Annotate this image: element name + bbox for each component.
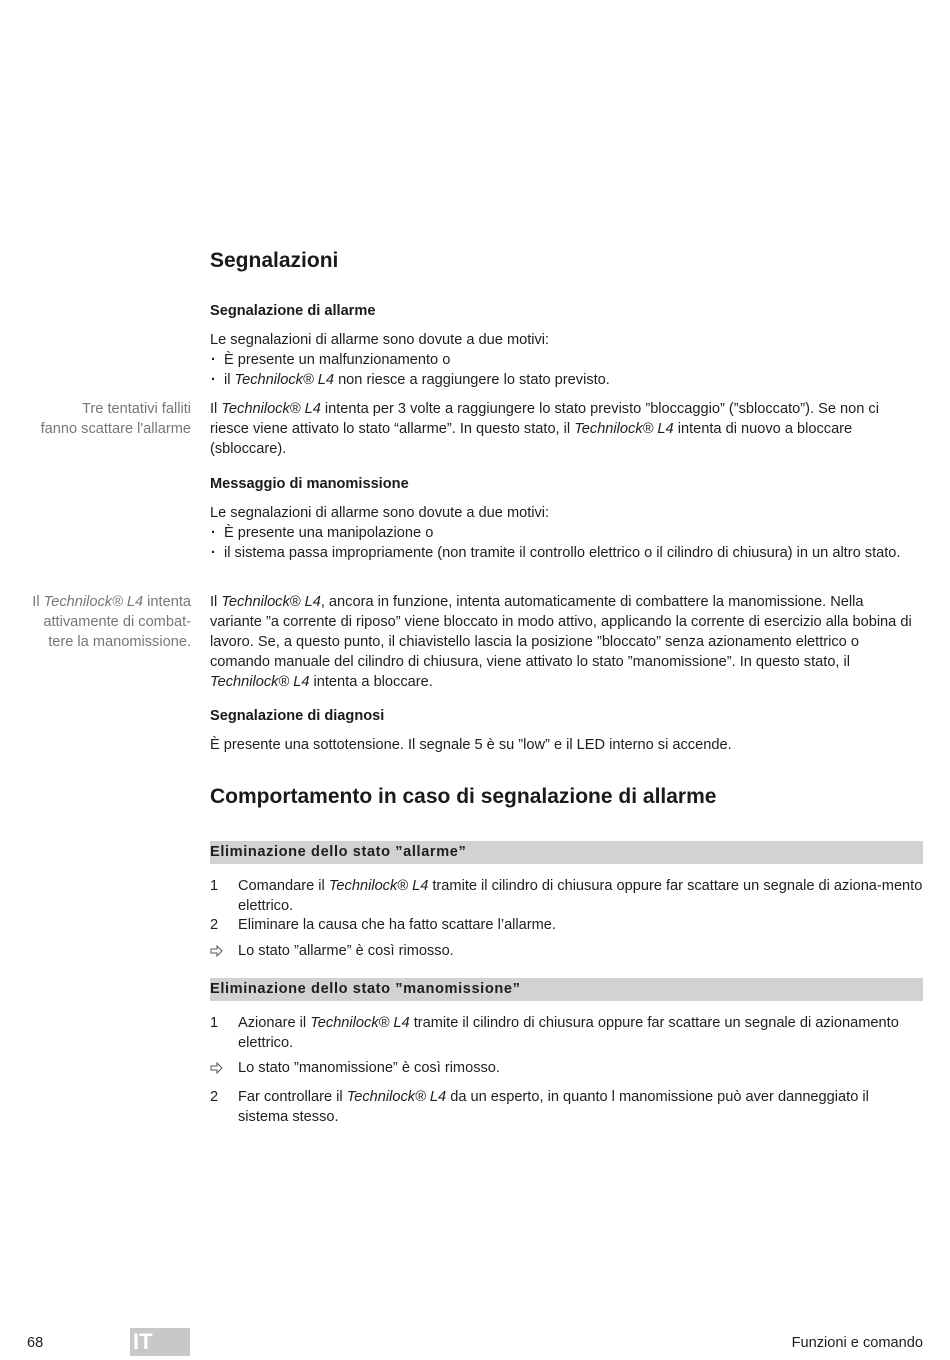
alarm-bullet-2: · il Technilock® L4 non riesce a raggiungere lo stato previsto. — [210, 370, 910, 390]
margin-note-alarm: Tre tentativi falliti fanno scattare l'allarme — [40, 401, 191, 437]
tamper-paragraph: Il Technilock® L4, ancora in funzione, intenta automaticamente di combattere la manomissione. Nella variante ”a corrente di riposo” viene bloccato in modo attivo, applicando la corrente di esercizio alla bobina di lavoro. Se, a questo punto, il chiavistello lascia la posizione ”bloccato” senza azionamento elettrico o comando manuale del cilindro di chiusura, viene attivato lo stato ”manomissione”. In questo stato, il Technilock® L4 intenta a bloccare. — [210, 594, 912, 690]
heading-diagnosis: Segnalazione di diagnosi — [210, 708, 385, 724]
block1-step-2 — [210, 915, 923, 935]
step-number: 1 — [210, 1015, 219, 1031]
block1-result — [210, 941, 923, 961]
step-text: Comandare il Technilock® L4 tramite il cilindro di chiusura oppure far scattare un segnale di aziona-mento elettrico. — [238, 878, 923, 914]
section-title-behaviour: Comportamento in caso di segnalazione di allarme — [210, 785, 717, 808]
result-text: Lo stato ”allarme” è così rimosso. — [238, 943, 454, 959]
language-badge: IT — [130, 1328, 190, 1356]
tamper-intro-block — [210, 503, 915, 563]
tamper-bullet-1: · È presente una manipolazione o — [210, 523, 915, 543]
result-text: Lo stato ”manomissione” è così rimosso. — [238, 1060, 500, 1076]
brand-name: Technilock® L4 — [234, 372, 335, 388]
step-text: Eliminare la causa che ha fatto scattare l’allarme. — [238, 917, 556, 933]
alarm-bullet-list — [210, 350, 910, 390]
step-number: 1 — [210, 878, 219, 894]
tamper-bullet-list — [210, 523, 915, 563]
alarm-intro-block — [210, 330, 910, 390]
heading-alarm: Segnalazione di allarme — [210, 303, 376, 319]
bar-eliminate-alarm: Eliminazione dello stato ”allarme” — [210, 841, 923, 864]
tamper-intro: Le segnalazioni di allarme sono dovute a due motivi: — [210, 505, 550, 521]
page-number: 68 — [27, 1335, 44, 1351]
bar-eliminate-tamper: Eliminazione dello stato ”manomissione” — [210, 978, 923, 1001]
step-text: Far controllare il Technilock® L4 da un esperto, in quanto l manomissione può aver danneggiato il sistema stesso. — [238, 1089, 869, 1125]
diagnosis-text: È presente una sottotensione. Il segnale 5 è su ”low” e il LED interno si accende. — [210, 737, 732, 753]
heading-tamper: Messaggio di manomissione — [210, 476, 409, 492]
arrow-right-outline-icon — [210, 1058, 223, 1079]
block2-result — [210, 1058, 923, 1078]
section-title-segnalazioni: Segnalazioni — [210, 249, 339, 272]
arrow-right-outline-icon — [210, 941, 223, 962]
step-number: 2 — [210, 1089, 219, 1105]
step-text: Azionare il Technilock® L4 tramite il cilindro di chiusura oppure far scattare un segnale di azionamento elettrico. — [238, 1015, 899, 1051]
block2-step-1 — [210, 1013, 923, 1053]
alarm-intro: Le segnalazioni di allarme sono dovute a due motivi: — [210, 332, 550, 348]
tamper-bullet-2: · il sistema passa impropriamente (non tramite il controllo elettrico o il cilindro di chiusura) in un altro stato. — [210, 543, 915, 563]
margin-note-tamper: Il Technilock® L4 intenta attivamente di combat- tere la manomissione. — [32, 594, 191, 650]
alarm-paragraph: Il Technilock® L4 intenta per 3 volte a raggiungere lo stato previsto ”bloccaggio” (”sbloccato”). Se non ci riesce viene attivato lo stato “allarme”. In questo stato, il Technilock® L4 intenta di nuovo a bloccare (sbloccare). — [210, 401, 879, 457]
chapter-title: Funzioni e comando — [791, 1335, 923, 1351]
alarm-bullet-1: · È presente un malfunzionamento o — [210, 350, 910, 370]
block1-step-1 — [210, 876, 923, 916]
block2-step-2 — [210, 1087, 923, 1127]
step-number: 2 — [210, 917, 219, 933]
